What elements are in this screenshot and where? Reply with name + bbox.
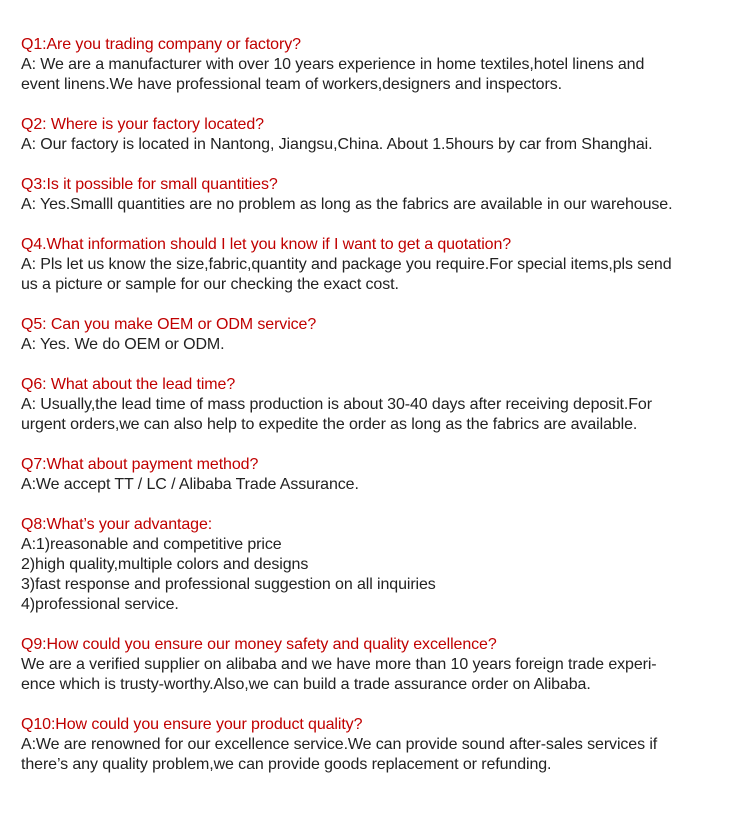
question-heading: Q3:Is it possible for small quantities? (21, 176, 278, 193)
answer-line: A: Pls let us know the size,fabric,quantity and package you require.For special items,pls send (21, 256, 672, 273)
faq-item-q10 (21, 715, 741, 775)
faq-item-q9 (21, 635, 741, 695)
answer-line: A: Usually,the lead time of mass production is about 30-40 days after receiving deposit.For (21, 396, 652, 413)
answer-line: A:1)reasonable and competitive price (21, 536, 282, 553)
answer-line: A: Yes.Smalll quantities are no problem as long as the fabrics are available in our warehouse. (21, 196, 673, 213)
answer-line: there’s any quality problem,we can provide goods replacement or refunding. (21, 756, 552, 773)
answer-line: A:We accept TT / LC / Alibaba Trade Assurance. (21, 476, 359, 493)
answer-line: event linens.We have professional team of workers,designers and inspectors. (21, 76, 562, 93)
question-heading: Q6: What about the lead time? (21, 376, 236, 393)
faq-item-q4 (21, 235, 741, 295)
answer-line: urgent orders,we can also help to expedite the order as long as the fabrics are available. (21, 416, 638, 433)
answer-line: A: Our factory is located in Nantong, Jiangsu,China. About 1.5hours by car from Shanghai. (21, 136, 653, 153)
faq-item-q3 (21, 175, 741, 215)
question-heading: Q10:How could you ensure your product quality? (21, 716, 363, 733)
answer-line: 4)professional service. (21, 596, 179, 613)
faq-item-q2 (21, 115, 741, 155)
question-heading: Q8:What’s your advantage: (21, 516, 213, 533)
faq-item-q7 (21, 455, 741, 495)
answer-line: A: We are a manufacturer with over 10 years experience in home textiles,hotel linens and (21, 56, 645, 73)
answer-line: 2)high quality,multiple colors and designs (21, 556, 309, 573)
question-heading: Q4.What information should I let you know if I want to get a quotation? (21, 236, 512, 253)
answer-line: A: Yes. We do OEM or ODM. (21, 336, 225, 353)
question-heading: Q1:Are you trading company or factory? (21, 36, 301, 53)
faq-item-q6 (21, 375, 741, 435)
answer-line: 3)fast response and professional suggestion on all inquiries (21, 576, 436, 593)
faq-item-q5 (21, 315, 741, 355)
faq-item-q8 (21, 515, 741, 615)
answer-line: us a picture or sample for our checking the exact cost. (21, 276, 399, 293)
answer-line: A:We are renowned for our excellence service.We can provide sound after-sales services if (21, 736, 658, 753)
answer-line: We are a verified supplier on alibaba and we have more than 10 years foreign trade experi- (21, 656, 657, 673)
question-heading: Q7:What about payment method? (21, 456, 259, 473)
answer-line: ence which is trusty-worthy.Also,we can build a trade assurance order on Alibaba. (21, 676, 591, 693)
question-heading: Q5: Can you make OEM or ODM service? (21, 316, 317, 333)
faq-item-q1 (21, 35, 741, 95)
question-heading: Q2: Where is your factory located? (21, 116, 264, 133)
faq-list (21, 35, 741, 775)
question-heading: Q9:How could you ensure our money safety and quality excellence? (21, 636, 497, 653)
